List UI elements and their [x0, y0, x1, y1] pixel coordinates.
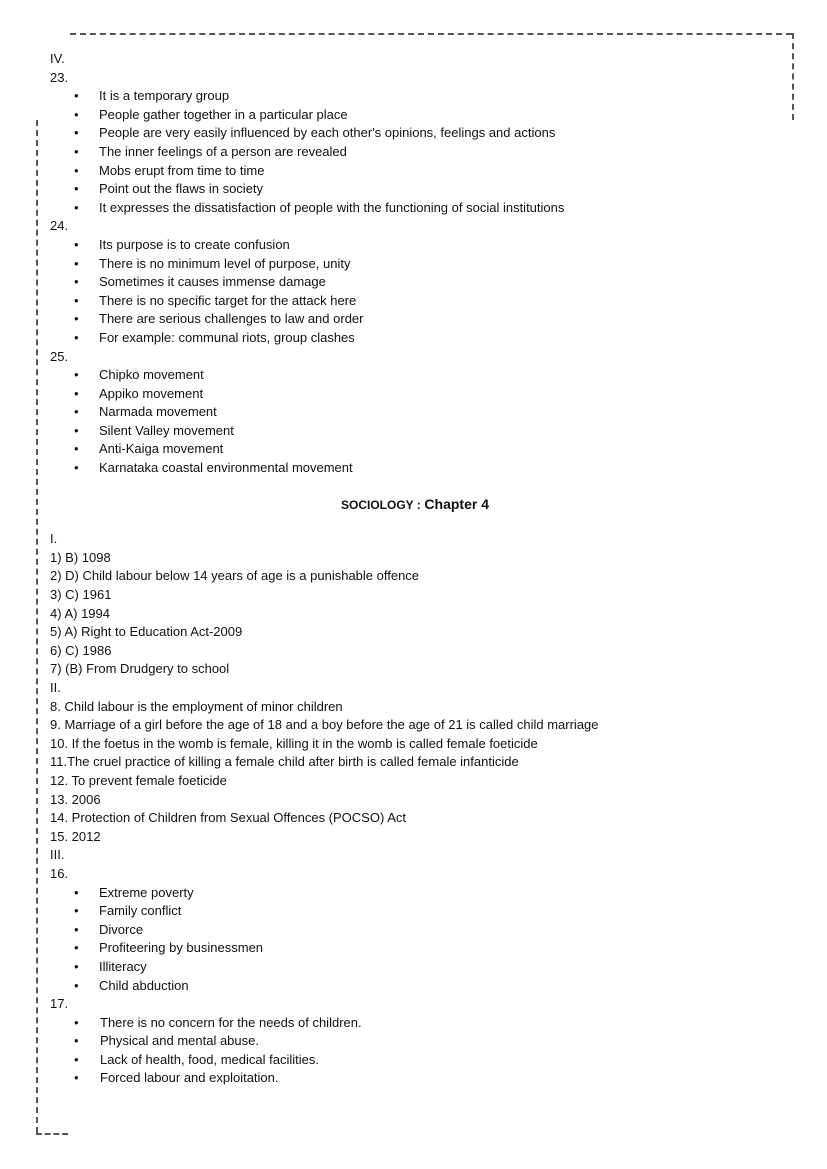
short-answer: 12. To prevent female foeticide [50, 772, 227, 788]
answer-list-25 [50, 366, 790, 478]
page-border-bottom [36, 1133, 68, 1135]
question-number-17: 17. [50, 996, 69, 1012]
list-item: • Lack of health, food, medical facilities. [50, 1051, 790, 1070]
list-item: • Illiteracy [50, 958, 790, 977]
bullet-icon: • [74, 385, 79, 401]
list-item: • Appiko movement [50, 385, 790, 404]
list-item: • There is no specific target for the attack here [50, 292, 790, 311]
bullet-icon: • [74, 106, 79, 122]
short-answer: 15. 2012 [50, 828, 101, 844]
bullet-icon: • [74, 460, 79, 476]
answer-list-17 [50, 1014, 790, 1088]
answer-list-23 [50, 87, 790, 217]
list-item: • Silent Valley movement [50, 422, 790, 441]
mcq-answer: 1) B) 1098 [50, 549, 111, 565]
list-item: • The inner feelings of a person are revealed [50, 143, 790, 162]
bullet-icon: • [74, 1014, 79, 1030]
bullet-icon: • [74, 921, 79, 937]
list-item: • Profiteering by businessmen [50, 939, 790, 958]
mcq-answer: 7) (B) From Drudgery to school [50, 661, 230, 677]
bullet-icon: • [74, 441, 79, 457]
list-item: • Sometimes it causes immense damage [50, 273, 790, 292]
list-item: • People are very easily influenced by each other's opinions, feelings and actions [50, 124, 790, 143]
list-item: • Narmada movement [50, 403, 790, 422]
bullet-icon: • [74, 958, 79, 974]
list-item: • People gather together in a particular place [50, 106, 790, 125]
bullet-icon: • [74, 903, 79, 919]
bullet-icon: • [74, 181, 79, 197]
chapter-title: Chapter 4 [424, 495, 489, 512]
short-answer: 8. Child labour is the employment of minor children [50, 698, 343, 714]
mcq-answer: 5) A) Right to Education Act-2009 [50, 624, 243, 640]
list-item: • Anti-Kaiga movement [50, 440, 790, 459]
mcq-answer: 4) A) 1994 [50, 605, 110, 621]
bullet-icon: • [74, 143, 79, 159]
list-item: • It is a temporary group [50, 87, 790, 106]
bullet-icon: • [74, 884, 79, 900]
short-answer: 14. Protection of Children from Sexual Offences (POCSO) Act [50, 810, 406, 826]
bullet-icon: • [74, 940, 79, 956]
mcq-answer: 2) D) Child labour below 14 years of age is a punishable offence [50, 568, 420, 584]
list-item: • Extreme poverty [50, 884, 790, 903]
bullet-icon: • [74, 236, 79, 252]
short-answer: 11.The cruel practice of killing a female child after birth is called female infanticide [50, 754, 519, 770]
question-number-24: 24. [50, 218, 69, 234]
section-heading-iv: IV. [50, 51, 65, 66]
list-item: • Karnataka coastal environmental movement [50, 459, 790, 478]
bullet-icon: • [74, 311, 79, 327]
answer-list-16 [50, 884, 790, 996]
bullet-icon: • [74, 977, 79, 993]
bullet-icon: • [74, 367, 79, 383]
list-item: • Forced labour and exploitation. [50, 1069, 790, 1088]
bullet-icon: • [74, 88, 79, 104]
list-item: • Divorce [50, 921, 790, 940]
answer-list-24 [50, 236, 790, 348]
short-answer: 9. Marriage of a girl before the age of 18 and a boy before the age of 21 is called child marriage [50, 717, 599, 733]
bullet-icon: • [74, 1051, 79, 1067]
list-item: • Its purpose is to create confusion [50, 236, 790, 255]
list-item: • There are serious challenges to law and order [50, 310, 790, 329]
bullet-icon: • [74, 125, 79, 141]
list-item: • Mobs erupt from time to time [50, 162, 790, 181]
section-heading-iii: III. [50, 847, 65, 863]
bullet-icon: • [74, 292, 79, 308]
bullet-icon: • [74, 1033, 79, 1049]
question-number-16: 16. [50, 865, 69, 881]
bullet-icon: • [74, 255, 79, 271]
list-item: • Family conflict [50, 902, 790, 921]
list-item: • For example: communal riots, group clashes [50, 329, 790, 348]
chapter-heading [50, 495, 780, 514]
bullet-icon: • [74, 329, 79, 345]
list-item: • Point out the flaws in society [50, 180, 790, 199]
subject-label: SOCIOLOGY : [341, 497, 421, 512]
page-border-left [36, 120, 38, 1133]
mcq-answer: 3) C) 1961 [50, 587, 112, 603]
list-item: • There is no minimum level of purpose, unity [50, 255, 790, 274]
mcq-answer: 6) C) 1986 [50, 642, 112, 658]
list-item: • Child abduction [50, 977, 790, 996]
list-item: • Chipko movement [50, 366, 790, 385]
page-border-top [70, 33, 792, 35]
short-answer: 13. 2006 [50, 791, 101, 807]
bullet-icon: • [74, 422, 79, 438]
section-heading-ii: II. [50, 680, 61, 695]
section-heading-i: I. [50, 531, 58, 547]
short-answer: 10. If the foetus in the womb is female, killing it in the womb is called female foeticide [50, 735, 538, 751]
page-border-right [792, 33, 794, 120]
question-number-23: 23. [50, 69, 69, 85]
bullet-icon: • [74, 162, 79, 178]
bullet-icon: • [74, 404, 79, 420]
question-number-25: 25. [50, 348, 69, 364]
bullet-icon: • [74, 199, 79, 215]
document-body [50, 50, 790, 1088]
bullet-icon: • [74, 1070, 79, 1086]
list-item: • There is no concern for the needs of children. [50, 1014, 790, 1033]
list-item: • Physical and mental abuse. [50, 1032, 790, 1051]
list-item: • It expresses the dissatisfaction of people with the functioning of social institutions [50, 199, 790, 218]
bullet-icon: • [74, 274, 79, 290]
